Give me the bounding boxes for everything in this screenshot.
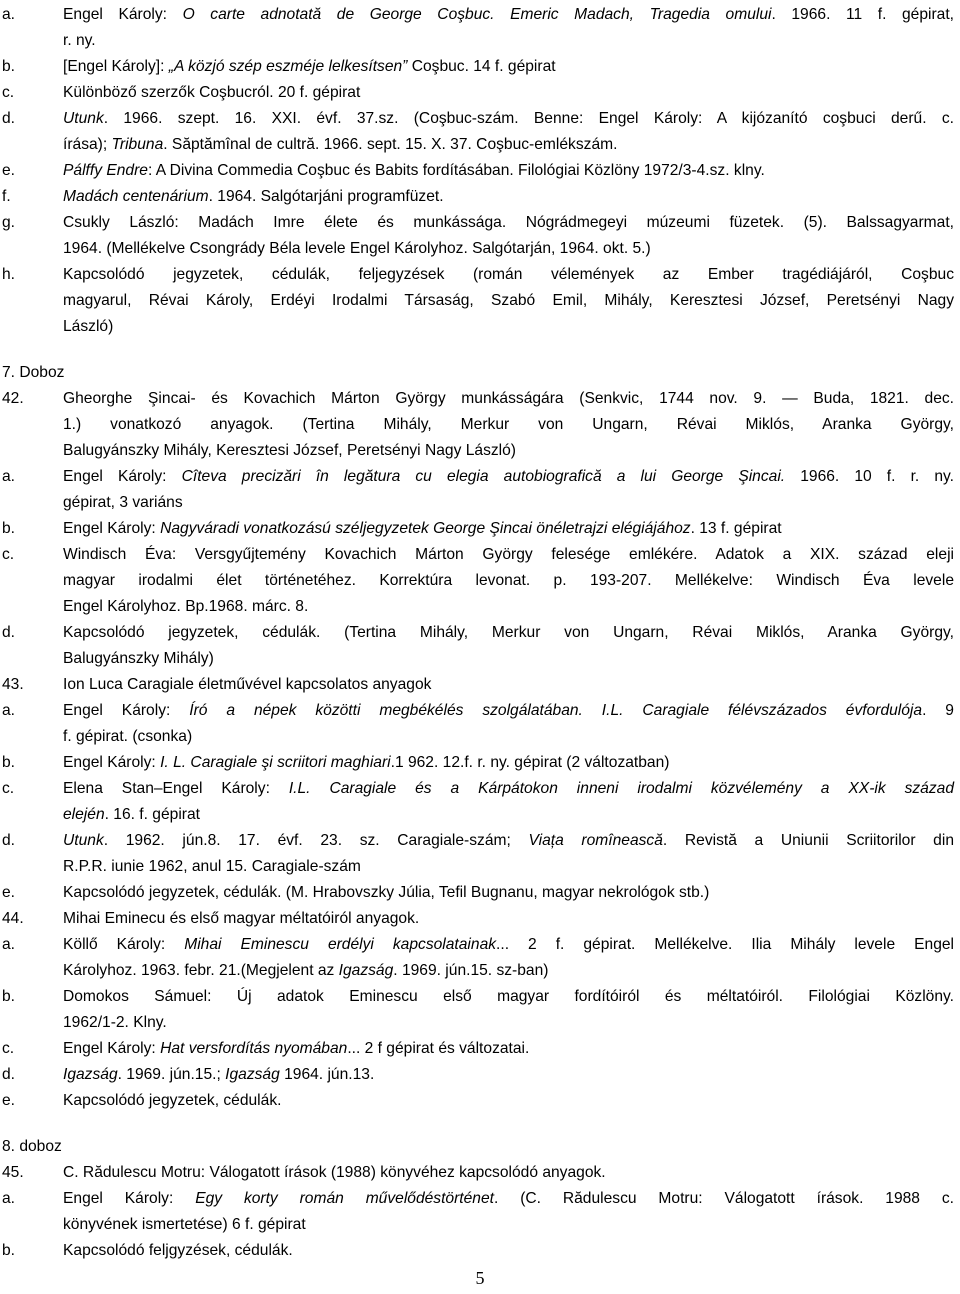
italic-text: I. L. Caragiale şi scriitori maghiari bbox=[160, 754, 391, 771]
italic-text: Cîteva precizări în legătura cu elegia autobiografică a lui George Şincai. bbox=[181, 468, 786, 485]
list-item bbox=[0, 906, 960, 932]
list-item bbox=[0, 750, 960, 776]
box-heading-label: 7. Doboz bbox=[2, 364, 65, 381]
text: gépirat, 3 variáns bbox=[63, 494, 183, 511]
text: Elena Stan–Engel Károly: bbox=[63, 780, 289, 797]
list-item bbox=[0, 106, 960, 132]
item-text bbox=[63, 1062, 374, 1088]
text: C. Rădulescu Motru: Válogatott írások (1988) könyvéhez kapcsolódó anyagok. bbox=[63, 1164, 606, 1181]
list-item bbox=[0, 932, 960, 958]
item-text bbox=[63, 620, 954, 646]
item-marker: 43. bbox=[2, 676, 24, 693]
italic-text: Utunk bbox=[63, 110, 104, 127]
list-item bbox=[0, 1160, 960, 1186]
item-marker: 42. bbox=[2, 390, 24, 407]
item-text bbox=[63, 958, 548, 984]
item-text bbox=[63, 1160, 606, 1186]
text: . 1966. 11 f. gépirat, bbox=[771, 6, 954, 23]
item-text bbox=[63, 568, 954, 594]
item-text bbox=[63, 288, 954, 314]
item-text bbox=[63, 2, 954, 28]
text: . 16. f. gépirat bbox=[104, 806, 200, 823]
list-item bbox=[0, 1186, 960, 1212]
item-text bbox=[63, 412, 954, 438]
text: [Engel Károly]: bbox=[63, 58, 169, 75]
list-item bbox=[0, 464, 960, 490]
item-marker: g. bbox=[2, 214, 16, 231]
box-heading bbox=[0, 360, 960, 386]
italic-text: Nagyváradi vonatkozású széljegyzetek George Şincai önéletrajzi elégiájához bbox=[160, 520, 691, 537]
text: 1962/1-2. Klny. bbox=[63, 1014, 167, 1031]
list-item-continuation bbox=[0, 802, 960, 828]
item-text bbox=[63, 386, 954, 412]
text: Kapcsolódó jegyzetek, cédulák. bbox=[63, 1092, 282, 1109]
list-item-continuation bbox=[0, 236, 960, 262]
item-marker: a. bbox=[2, 702, 16, 719]
list-item-continuation bbox=[0, 1010, 960, 1036]
item-text bbox=[63, 672, 431, 698]
text: Károlyhoz. 1963. febr. 21.(Megjelent az bbox=[63, 962, 339, 979]
text: László) bbox=[63, 318, 114, 335]
item-marker: 44. bbox=[2, 910, 24, 927]
item-text bbox=[63, 594, 308, 620]
list-item-continuation bbox=[0, 594, 960, 620]
italic-text: Utunk bbox=[63, 832, 104, 849]
text: Csukly László: Madách Imre élete és munkássága. Nógrádmegeyi múzeumi füzetek. (5). Balssagyarmat, bbox=[63, 214, 954, 231]
text: . 1966. szept. 16. XXI. évf. 37.sz. (Coşbuc-szám. Benne: Engel Károly: A kijózanító coşbuci derű. c. bbox=[103, 110, 954, 127]
text: könyvének ismertetése) 6 f. gépirat bbox=[63, 1216, 306, 1233]
item-marker: d. bbox=[2, 110, 16, 127]
item-text bbox=[63, 314, 113, 340]
italic-text: Író a népek közötti megbékélés szolgálatában. I.L. Caragiale félévszázados évfordulója bbox=[189, 702, 923, 719]
item-text bbox=[63, 490, 183, 516]
item-text bbox=[63, 210, 954, 236]
list-item bbox=[0, 672, 960, 698]
list-item-continuation bbox=[0, 1212, 960, 1238]
item-text bbox=[63, 776, 954, 802]
item-text bbox=[63, 854, 361, 880]
italic-text: Igazság bbox=[63, 1066, 118, 1083]
text: R.P.R. iunie 1962, anul 15. Caragiale-szám bbox=[63, 858, 361, 875]
list-item-continuation bbox=[0, 412, 960, 438]
item-text bbox=[63, 984, 954, 1010]
text: 1.) vonatkozó anyagok. (Tertina Mihály, Merkur von Ungarn, Révai Miklós, Aranka György, bbox=[63, 416, 954, 433]
text: magyar irodalmi élet történetéhez. Korrektúra levonat. p. 193-207. Mellékelve: Windisch Éva levele bbox=[63, 572, 954, 589]
list-item-continuation bbox=[0, 958, 960, 984]
box-heading-label: 8. doboz bbox=[2, 1138, 62, 1155]
list-item bbox=[0, 1036, 960, 1062]
text: ... 2 f. gépirat. Mellékelve. Ilia Mihály levele Engel bbox=[496, 936, 954, 953]
item-text bbox=[63, 828, 954, 854]
item-text bbox=[63, 1088, 281, 1114]
text: r. ny. bbox=[63, 32, 96, 49]
list-item bbox=[0, 698, 960, 724]
list-item bbox=[0, 620, 960, 646]
item-marker: d. bbox=[2, 1066, 16, 1083]
list-item bbox=[0, 1062, 960, 1088]
text: 1964. jún.13. bbox=[279, 1066, 375, 1083]
item-marker: a. bbox=[2, 468, 16, 485]
list-item bbox=[0, 542, 960, 568]
item-marker: c. bbox=[2, 546, 15, 563]
item-text bbox=[63, 464, 954, 490]
list-item bbox=[0, 158, 960, 184]
text: . 13 f. gépirat bbox=[690, 520, 782, 537]
list-item-continuation bbox=[0, 28, 960, 54]
list-item-continuation bbox=[0, 854, 960, 880]
list-item bbox=[0, 210, 960, 236]
item-text bbox=[63, 236, 651, 262]
item-marker: b. bbox=[2, 520, 16, 537]
list-item-continuation bbox=[0, 646, 960, 672]
text: : A Divina Commedia Coşbuc és Babits fordításában. Filológiai Közlöny 1972/3-4.sz. klny. bbox=[147, 162, 765, 179]
text: . Săptămînal de cultră. 1966. sept. 15. X. 37. Coşbuc-emlékszám. bbox=[163, 136, 618, 153]
list-item-continuation bbox=[0, 288, 960, 314]
text: . 1964. Salgótarjáni programfüzet. bbox=[208, 188, 444, 205]
list-item bbox=[0, 1088, 960, 1114]
text: . 1969. jún.15.; bbox=[117, 1066, 226, 1083]
item-text bbox=[63, 724, 192, 750]
text: 1966. 10 f. r. ny. bbox=[785, 468, 954, 485]
text: Mihai Eminecu és első magyar méltatóiról anyagok. bbox=[63, 910, 420, 927]
item-text bbox=[63, 262, 954, 288]
item-text bbox=[63, 516, 782, 542]
list-item bbox=[0, 386, 960, 412]
text: Engel Károly: bbox=[63, 520, 161, 537]
list-item bbox=[0, 1238, 960, 1264]
item-marker: a. bbox=[2, 936, 16, 953]
text: Engel Károly: bbox=[63, 6, 183, 23]
list-item bbox=[0, 516, 960, 542]
item-marker: h. bbox=[2, 266, 16, 283]
text: Kapcsolódó feljgyzések, cédulák. bbox=[63, 1242, 293, 1259]
item-text bbox=[63, 1010, 167, 1036]
item-marker: a. bbox=[2, 6, 16, 23]
item-text bbox=[63, 106, 954, 132]
item-text bbox=[63, 54, 556, 80]
text: ... 2 f gépirat és változatai. bbox=[347, 1040, 530, 1057]
item-text bbox=[63, 438, 516, 464]
text: Balugyánszky Mihály) bbox=[63, 650, 214, 667]
italic-text: Viața romînească bbox=[528, 832, 663, 849]
text: Coşbuc. 14 f. gépirat bbox=[407, 58, 556, 75]
item-text bbox=[63, 1238, 293, 1264]
item-text bbox=[63, 1186, 954, 1212]
item-text bbox=[63, 542, 954, 568]
text: Buda, 1821. dec. bbox=[797, 390, 955, 407]
item-marker: e. bbox=[2, 162, 16, 179]
item-marker: b. bbox=[2, 754, 16, 771]
italic-text: I.L. Caragiale és a Kárpátokon inneni irodalmi közvélemény a XX-ik század bbox=[288, 780, 954, 797]
text: Engel Károly: bbox=[63, 754, 161, 771]
item-marker: f. bbox=[2, 188, 11, 205]
text: — bbox=[782, 390, 798, 407]
item-text bbox=[63, 1036, 529, 1062]
text: Kapcsolódó jegyzetek, cédulák. (Tertina Mihály, Merkur von Ungarn, Révai Miklós, Aranka György, bbox=[63, 624, 954, 641]
item-marker: c. bbox=[2, 780, 15, 797]
list-item bbox=[0, 984, 960, 1010]
text: Engel Károly: bbox=[63, 1190, 196, 1207]
text: Engel Károly: bbox=[63, 1040, 161, 1057]
item-marker: e. bbox=[2, 884, 16, 901]
list-item bbox=[0, 262, 960, 288]
text: . 1962. jún.8. 17. évf. 23. sz. Caragiale-szám; bbox=[103, 832, 529, 849]
italic-text: Madách centenárium bbox=[63, 188, 209, 205]
text: f. gépirat. (csonka) bbox=[63, 728, 193, 745]
item-marker: 45. bbox=[2, 1164, 24, 1181]
text: Kapcsolódó jegyzetek, cédulák, feljegyzések (román vélemények az Ember tragédiájáról, Coşbuc bbox=[63, 266, 954, 283]
list-item bbox=[0, 2, 960, 28]
item-text bbox=[63, 906, 419, 932]
italic-text: elején bbox=[63, 806, 105, 823]
item-text bbox=[63, 158, 765, 184]
text: . Revistă a Uniunii Scriitorilor din bbox=[662, 832, 954, 849]
item-marker: b. bbox=[2, 58, 16, 75]
item-marker: c. bbox=[2, 1040, 15, 1057]
list-item bbox=[0, 184, 960, 210]
text: 1964. (Mellékelve Csongrády Béla levele Engel Károlyhoz. Salgótarján, 1964. okt. 5.) bbox=[63, 240, 651, 257]
text: .1 962. 12.f. r. ny. gépirat (2 változatban) bbox=[390, 754, 670, 771]
text: magyarul, Révai Károly, Erdéyi Irodalmi Társaság, Szabó Emil, Mihály, Keresztesi József, Peretsényi Nagy bbox=[63, 292, 954, 309]
text: Engel Károly: bbox=[63, 702, 190, 719]
italic-text: O carte adnotată de George Coşbuc. Emeric Madach, Tragedia omului bbox=[182, 6, 772, 23]
item-text bbox=[63, 28, 96, 54]
text: írása); bbox=[63, 136, 112, 153]
item-text bbox=[63, 132, 617, 158]
box-heading bbox=[0, 1134, 960, 1160]
text: . (C. Rădulescu Motru: Válogatott írások. 1988 c. bbox=[493, 1190, 954, 1207]
italic-text: Hat versfordítás nyomában bbox=[160, 1040, 348, 1057]
italic-text: Egy korty román művelődéstörténet bbox=[195, 1190, 494, 1207]
list-item-continuation bbox=[0, 438, 960, 464]
item-marker: d. bbox=[2, 832, 16, 849]
list-item bbox=[0, 80, 960, 106]
list-item bbox=[0, 54, 960, 80]
item-text bbox=[63, 1212, 306, 1238]
item-text bbox=[63, 698, 954, 724]
item-text bbox=[63, 80, 360, 106]
item-marker: a. bbox=[2, 1190, 16, 1207]
list-item-continuation bbox=[0, 490, 960, 516]
text: Balugyánszky Mihály, Keresztesi József, Peretsényi Nagy László) bbox=[63, 442, 516, 459]
item-marker: b. bbox=[2, 1242, 16, 1259]
item-text bbox=[63, 750, 669, 776]
item-text bbox=[63, 932, 954, 958]
italic-text: Igazság bbox=[338, 962, 394, 979]
list-item bbox=[0, 880, 960, 906]
item-text bbox=[63, 802, 200, 828]
text: . 1969. jún.15. sz-ban) bbox=[393, 962, 549, 979]
text: Köllő Károly: bbox=[63, 936, 185, 953]
item-text bbox=[63, 646, 214, 672]
text: Ion Luca Caragiale életművével kapcsolatos anyagok bbox=[63, 676, 432, 693]
text: Windisch Éva: Versgyűjtemény Kovachich Márton György felesége emlékére. Adatok a XIX. század eleji bbox=[63, 546, 954, 563]
item-text bbox=[63, 880, 709, 906]
list-item-continuation bbox=[0, 314, 960, 340]
text: Engel Károly: bbox=[63, 468, 182, 485]
text: . 9 bbox=[922, 702, 954, 719]
italic-text: Pálffy Endre bbox=[63, 162, 148, 179]
text: Különböző szerzők Coşbucról. 20 f. gépirat bbox=[63, 84, 361, 101]
list-item-continuation bbox=[0, 568, 960, 594]
text: Engel Károlyhoz. Bp.1968. márc. 8. bbox=[63, 598, 309, 615]
item-marker: e. bbox=[2, 1092, 16, 1109]
item-marker: b. bbox=[2, 988, 16, 1005]
text: Kapcsolódó jegyzetek, cédulák. (M. Hrabovszky Júlia, Tefil Bugnanu, magyar nekrológok stb.) bbox=[63, 884, 710, 901]
list-item bbox=[0, 776, 960, 802]
list-item-continuation bbox=[0, 132, 960, 158]
list-item bbox=[0, 828, 960, 854]
list-item-continuation bbox=[0, 724, 960, 750]
italic-text: „A közjó szép eszméje lelkesítsen” bbox=[168, 58, 408, 75]
item-marker: c. bbox=[2, 84, 15, 101]
italic-text: Tribuna bbox=[111, 136, 164, 153]
italic-text: Igazság bbox=[225, 1066, 280, 1083]
text: Gheorghe Şincai- és Kovachich Márton György munkásságára (Senkvic, 1744 nov. 9. bbox=[63, 390, 783, 407]
item-text bbox=[63, 184, 444, 210]
page-number: 5 bbox=[475, 1268, 485, 1288]
text: Domokos Sámuel: Új adatok Eminescu első magyar fordítóiról és méltatóiról. Filológiai Közlöny. bbox=[63, 988, 954, 1005]
item-marker: d. bbox=[2, 624, 16, 641]
italic-text: Mihai Eminescu erdélyi kapcsolatainak bbox=[184, 936, 497, 953]
